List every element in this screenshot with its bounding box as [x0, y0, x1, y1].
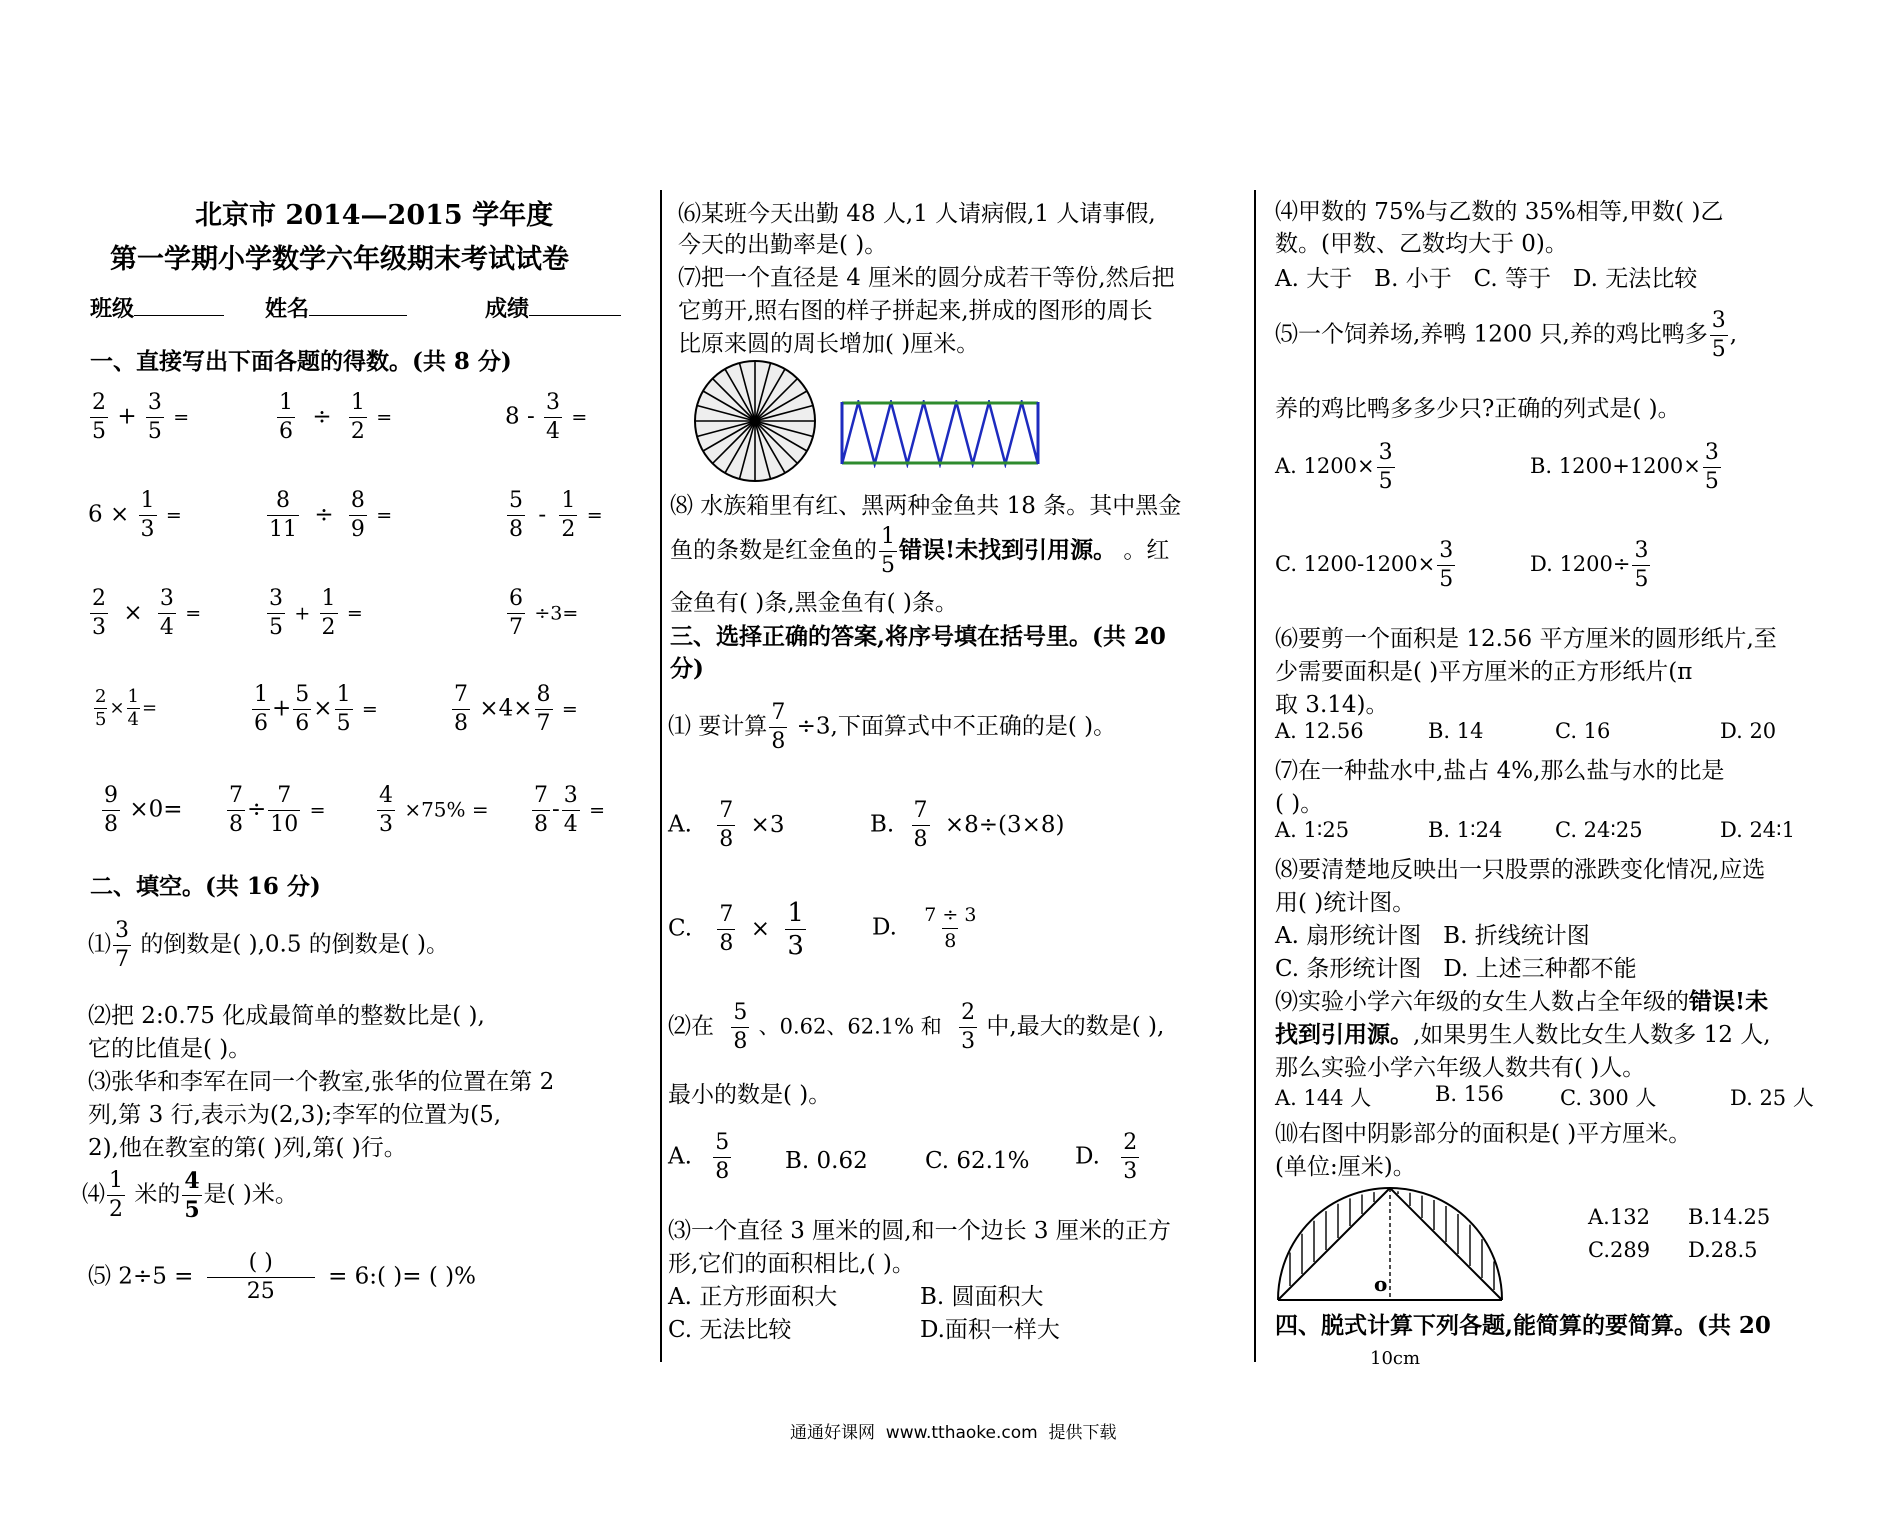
fill-q2-line1: ⑵把 2:0.75 化成最简单的整数比是( ),	[88, 1003, 485, 1029]
calc-15: $\frac{4}{3}$ ×75% =	[379, 783, 489, 837]
choice-q3-option-a: A. 正方形面积大	[668, 1284, 838, 1310]
calc-14: $\frac{7}{8}$ ÷ $\frac{7}{10}$ =	[229, 783, 326, 837]
calc-1: $\frac{2}{5}$ + $\frac{3}{5}$ =	[92, 390, 190, 444]
choice-q6-line2: 少需要面积是( )平方厘米的正方形纸片(π	[1275, 659, 1693, 685]
fill-q3-line1: ⑶张华和李军在同一个教室,张华的位置在第 2	[88, 1069, 555, 1095]
choice-q3-option-d: D.面积一样大	[920, 1317, 1060, 1343]
choice-q6-option-b: B. 14	[1428, 719, 1484, 743]
choice-q6-line3: 取 3.14)。	[1275, 692, 1389, 718]
calc-6: $\frac{5}{8}$ - $\frac{1}{2}$ =	[509, 488, 603, 542]
exam-title-line2: 第一学期小学数学六年级期末考试试卷	[110, 244, 569, 275]
choice-q7-option-a: A. 1∶25	[1275, 818, 1350, 842]
choice-q2: ⑵在 $\frac{5}{8}$ 、0.62、62.1% 和 $\frac{2}{3}$ 中,最大的数是( ),	[668, 1000, 1165, 1054]
calc-10: $\frac{2}{5}$ × $\frac{1}{4}$ =	[95, 686, 158, 730]
choice-q6-option-c: C. 16	[1555, 719, 1611, 743]
choice-q7-option-d: D. 24∶1	[1720, 818, 1795, 842]
choice-q6-option-d: D. 20	[1720, 719, 1777, 743]
choice-q1-option-c: C. $\frac{7}{8}$ × $\frac{1}{3}$	[668, 898, 804, 961]
section2-title: 二、填空。(共 16 分)	[90, 873, 321, 900]
choice-q9-option-d: D. 25 人	[1730, 1086, 1814, 1110]
choice-q8-options-cd: C. 条形统计图 D. 上述三种都不能	[1275, 956, 1637, 982]
choice-q1-option-d: D. $\frac{7 \div 3}{8}$	[872, 904, 977, 952]
section3-title-line2: 分)	[670, 655, 704, 682]
choice-q3-option-c: C. 无法比较	[668, 1317, 792, 1343]
choice-q7-option-c: C. 24∶25	[1555, 818, 1643, 842]
choice-q9-line2: 找到引用源。,如果男生人数比女生人数多 12 人,	[1275, 1021, 1771, 1048]
fill-q4: ⑷ $\frac{1}{2}$ 米的 $\frac{4}{5}$ 是( )米。	[82, 1168, 298, 1223]
choice-q4-line1: ⑷甲数的 75%与乙数的 35%相等,甲数( )乙	[1275, 199, 1724, 225]
choice-q3-option-b: B. 圆面积大	[920, 1284, 1044, 1310]
choice-q2-option-b: B. 0.62	[785, 1148, 868, 1174]
choice-q10-option-a: A.132	[1588, 1205, 1650, 1229]
choice-q4-line2: 数。(甲数、乙数均大于 0)。	[1275, 231, 1568, 257]
name-field	[265, 292, 407, 323]
choice-q8-options-ab: A. 扇形统计图 B. 折线统计图	[1275, 923, 1590, 949]
choice-q6-option-a: A. 12.56	[1275, 719, 1364, 743]
choice-q1-option-a: A. $\frac{7}{8}$ ×3	[668, 798, 785, 852]
calc-12: $\frac{7}{8}$ ×4× $\frac{8}{7}$ =	[454, 682, 578, 736]
fill-q7-line2: 它剪开,照右图的样子拼起来,拼成的图形的周长	[678, 298, 1153, 324]
fill-q6-line2: 今天的出勤率是( )。	[678, 232, 888, 258]
choice-q1: ⑴ 要计算 $\frac{7}{8}$ ÷3,下面算式中不正确的是( )。	[668, 700, 1117, 754]
name-label: 姓名	[265, 296, 310, 322]
column-divider-right	[1254, 190, 1256, 1362]
section4-title: 四、脱式计算下列各题,能简算的要简算。(共 20	[1275, 1312, 1771, 1339]
choice-q5-option-d: D. 1200÷ $\frac{3}{5}$	[1530, 538, 1649, 592]
calc-11: $\frac{1}{6}$ + $\frac{5}{6}$ × $\frac{1}{5}$ =	[254, 682, 378, 736]
choice-q9-line3: 那么实验小学六年级人数共有( )人。	[1275, 1055, 1646, 1081]
choice-q9-option-c: C. 300 人	[1560, 1086, 1657, 1110]
fill-q8-line2: 鱼的条数是红金鱼的 $\frac{1}{5}$ 错误!未找到引用源。 。红	[670, 524, 1170, 578]
choice-q7-line2: ( )。	[1275, 791, 1324, 817]
choice-q10-option-d: D.28.5	[1688, 1238, 1758, 1262]
footer-source: 通通好课网 www.tthaoke.com 提供下载	[790, 1423, 1117, 1443]
choice-q6-line1: ⑹要剪一个面积是 12.56 平方厘米的圆形纸片,至	[1275, 626, 1777, 652]
fill-q5: ⑸ 2÷5 = $\frac{( )}{25}$ = 6:( )= ( )%	[88, 1250, 476, 1304]
calc-16: $\frac{7}{8}$ - $\frac{3}{4}$ =	[534, 783, 606, 837]
calc-13: $\frac{9}{8}$ ×0=	[104, 783, 183, 837]
choice-q8-line1: ⑻要清楚地反映出一只股票的涨跌变化情况,应选	[1275, 857, 1766, 883]
choice-q2-option-d: D. $\frac{2}{3}$	[1075, 1130, 1138, 1184]
choice-q3-line1: ⑶一个直径 3 厘米的圆,和一个边长 3 厘米的正方	[668, 1218, 1171, 1244]
diameter-label: 10cm	[1370, 1348, 1421, 1369]
choice-q9-option-a: A. 144 人	[1275, 1086, 1372, 1110]
calc-7: $\frac{2}{3}$ × $\frac{3}{4}$ =	[92, 586, 202, 640]
section3-title-line1: 三、选择正确的答案,将序号填在括号里。(共 20	[670, 623, 1166, 650]
choice-q5: ⑸一个饲养场,养鸭 1200 只,养的鸡比鸭多 $\frac{3}{5}$ ,	[1275, 308, 1738, 362]
calc-8: $\frac{3}{5}$ + $\frac{1}{2}$ =	[269, 586, 363, 640]
score-field	[485, 292, 621, 323]
column-divider-left	[660, 190, 662, 1362]
section1-title: 一、直接写出下面各题的得数。(共 8 分)	[90, 348, 512, 375]
calc-5: $\frac{8}{11}$ ÷ $\frac{8}{9}$ =	[269, 488, 393, 542]
choice-q1-option-b: B. $\frac{7}{8}$ ×8÷(3×8)	[870, 798, 1065, 852]
choice-q5-option-c: C. 1200-1200× $\frac{3}{5}$	[1275, 538, 1454, 592]
calc-4: 6 × $\frac{1}{3}$ =	[88, 488, 182, 542]
fill-q7-line3: 比原来圆的周长增加( )厘米。	[678, 331, 980, 357]
class-field	[90, 292, 224, 323]
class-label: 班级	[90, 296, 135, 322]
choice-q4-options: A. 大于 B. 小于 C. 等于 D. 无法比较	[1275, 266, 1698, 292]
circle-sector-figure	[692, 358, 818, 484]
choice-q3-line2: 形,它们的面积相比,( )。	[668, 1251, 915, 1277]
choice-q7-line1: ⑺在一种盐水中,盐占 4%,那么盐与水的比是	[1275, 758, 1725, 784]
fill-q3-line2: 列,第 3 行,表示为(2,3);李军的位置为(5,	[88, 1102, 502, 1128]
calc-3: 8 - $\frac{3}{4}$ =	[505, 390, 588, 444]
choice-q10-option-b: B.14.25	[1688, 1205, 1771, 1229]
exam-title-line1: 北京市 2014—2015 学年度	[195, 200, 554, 231]
choice-q10-option-c: C.289	[1588, 1238, 1651, 1262]
fill-q3-line3: 2),他在教室的第( )列,第( )行。	[88, 1135, 407, 1161]
fill-q8-line1: ⑻ 水族箱里有红、黑两种金鱼共 18 条。其中黑金	[670, 493, 1182, 519]
choice-q5-option-a: A. 1200× $\frac{3}{5}$	[1275, 440, 1393, 494]
choice-q2-option-a: A. $\frac{5}{8}$	[668, 1130, 730, 1184]
choice-q2-line2: 最小的数是( )。	[668, 1082, 832, 1108]
calc-2: $\frac{1}{6}$ ÷ $\frac{1}{2}$ =	[279, 390, 393, 444]
choice-q8-line2: 用( )统计图。	[1275, 890, 1416, 916]
calc-9: $\frac{6}{7}$ ÷3=	[509, 586, 579, 640]
fill-q6-line1: ⑹某班今天出勤 48 人,1 人请病假,1 人请事假,	[678, 201, 1156, 227]
choice-q7-option-b: B. 1∶24	[1428, 818, 1503, 842]
choice-q10-line2: (单位:厘米)。	[1275, 1154, 1416, 1180]
fill-q2-line2: 它的比值是( )。	[88, 1036, 252, 1062]
choice-q2-option-c: C. 62.1%	[925, 1148, 1030, 1174]
rearranged-strip-figure	[840, 400, 1040, 468]
fill-q1: ⑴ $\frac{3}{7}$ 的倒数是( ),0.5 的倒数是( )。	[88, 918, 450, 972]
choice-q9-option-b: B. 156	[1435, 1082, 1504, 1106]
fill-q7-line1: ⑺把一个直径是 4 厘米的圆分成若干等份,然后把	[678, 265, 1175, 291]
score-label: 成绩	[485, 296, 530, 322]
choice-q9-line1: ⑼实验小学六年级的女生人数占全年级的错误!未	[1275, 988, 1769, 1015]
choice-q10-line1: ⑽右图中阴影部分的面积是( )平方厘米。	[1275, 1121, 1692, 1147]
center-point-label: o	[1374, 1272, 1388, 1296]
fill-q8-line3: 金鱼有( )条,黑金鱼有( )条。	[670, 590, 958, 616]
semicircle-figure	[1270, 1180, 1514, 1305]
choice-q5-option-b: B. 1200+1200× $\frac{3}{5}$	[1530, 440, 1719, 494]
choice-q5-line2: 养的鸡比鸭多多少只?正确的列式是( )。	[1275, 396, 1681, 422]
